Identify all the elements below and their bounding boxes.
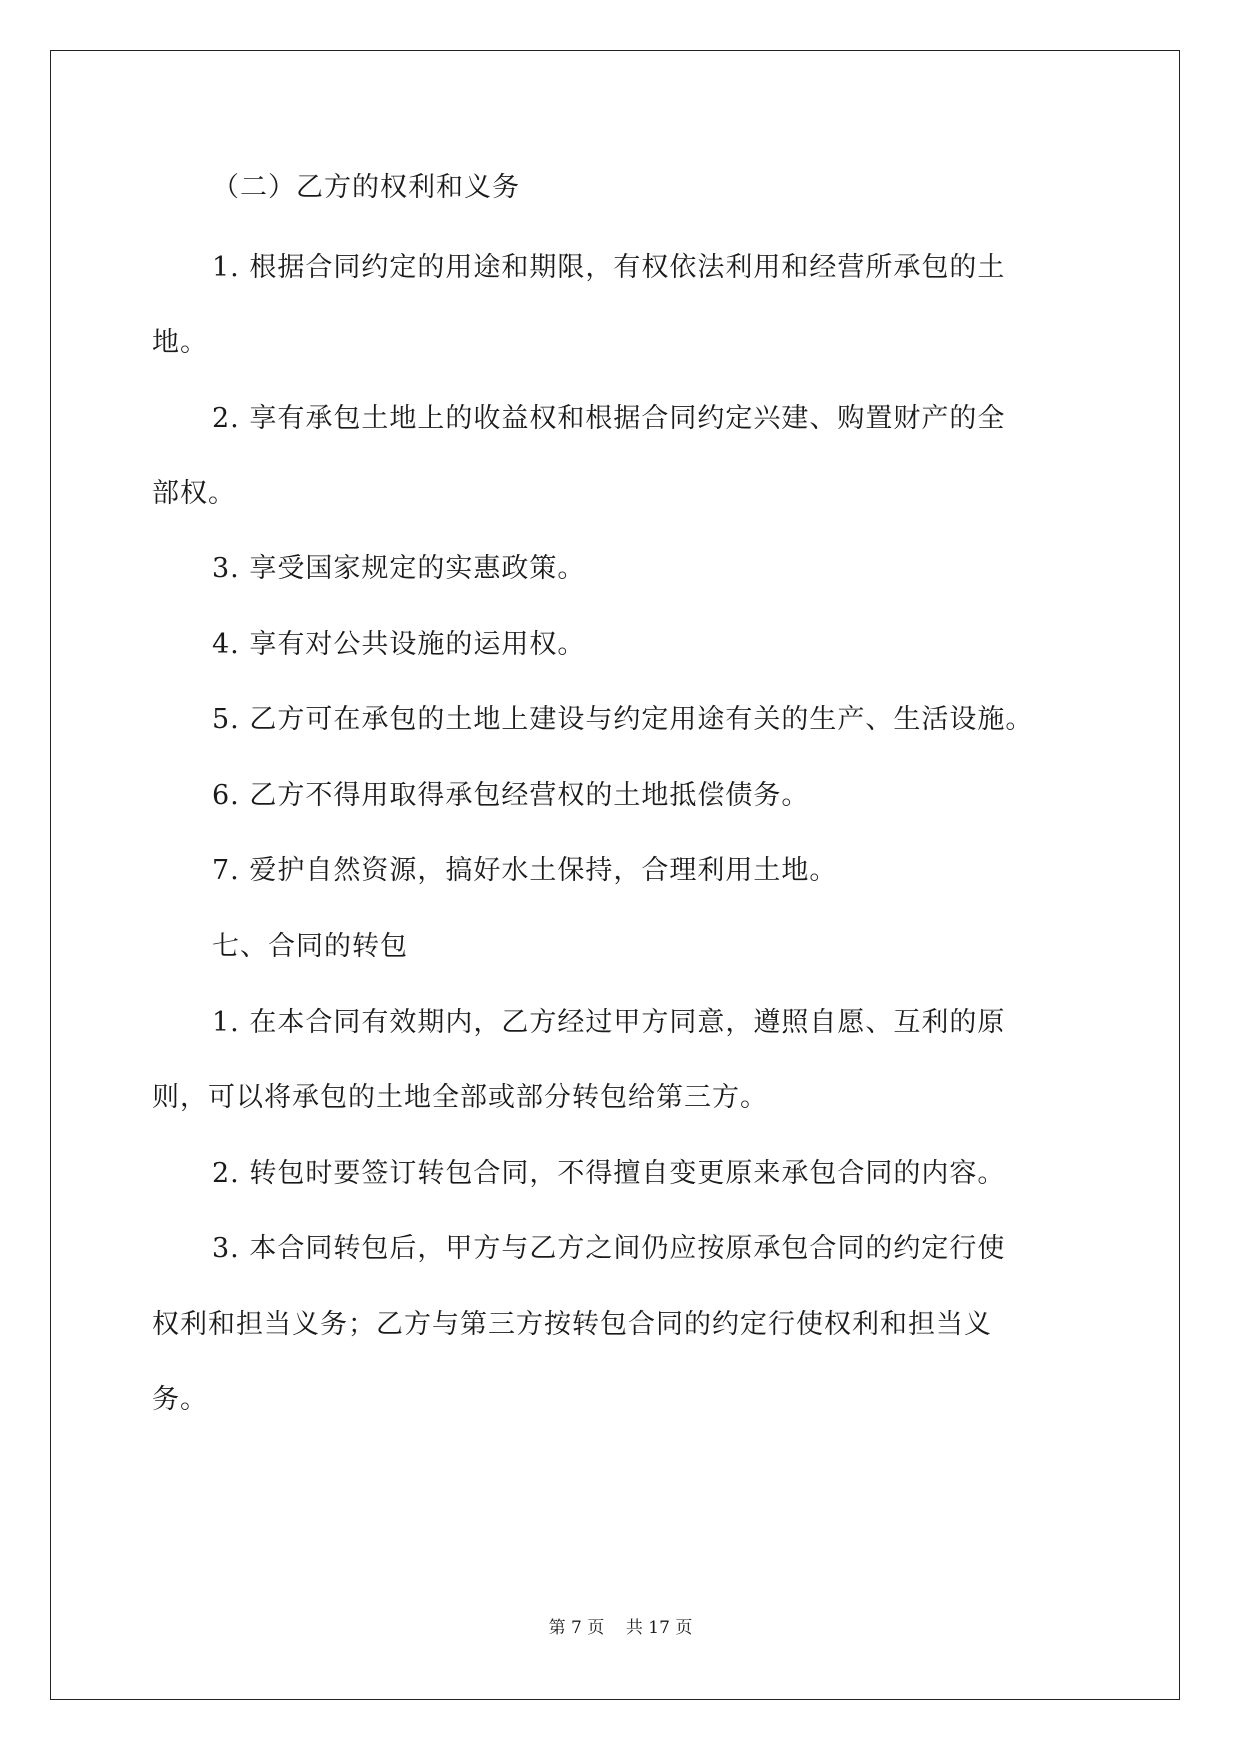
paragraph-line: 2. 转包时要签订转包合同，不得擅自变更原来承包合同的内容。: [212, 1158, 1006, 1189]
paragraph-line: 权利和担当义务；乙方与第三方按转包合同的约定行使权利和担当义: [152, 1309, 992, 1340]
paragraph-line: 5. 乙方可在承包的土地上建设与约定用途有关的生产、生活设施。: [212, 704, 1034, 735]
paragraph-line: 1. 根据合同约定的用途和期限，有权依法利用和经营所承包的土: [212, 252, 1006, 283]
paragraph-line: 2. 享有承包土地上的收益权和根据合同约定兴建、购置财产的全: [212, 403, 1006, 434]
paragraph-line: 务。: [152, 1384, 208, 1415]
paragraph-line: 6. 乙方不得用取得承包经营权的土地抵偿债务。: [212, 780, 810, 811]
page-number-footer: 第 7 页 共 17 页: [548, 1618, 693, 1638]
paragraph-line: 4. 享有对公共设施的运用权。: [212, 629, 586, 660]
section-heading: 七、合同的转包: [212, 931, 408, 962]
section-heading: （二）乙方的权利和义务: [212, 172, 520, 203]
paragraph-line: 7. 爱护自然资源，搞好水土保持，合理利用土地。: [212, 855, 838, 886]
paragraph-line: 部权。: [152, 478, 236, 509]
paragraph-line: 3. 享受国家规定的实惠政策。: [212, 553, 586, 584]
paragraph-line: 3. 本合同转包后，甲方与乙方之间仍应按原承包合同的约定行使: [212, 1233, 1006, 1264]
paragraph-line: 则，可以将承包的土地全部或部分转包给第三方。: [152, 1082, 768, 1113]
paragraph-line: 地。: [152, 327, 208, 358]
paragraph-line: 1. 在本合同有效期内，乙方经过甲方同意，遵照自愿、互利的原: [212, 1007, 1006, 1038]
